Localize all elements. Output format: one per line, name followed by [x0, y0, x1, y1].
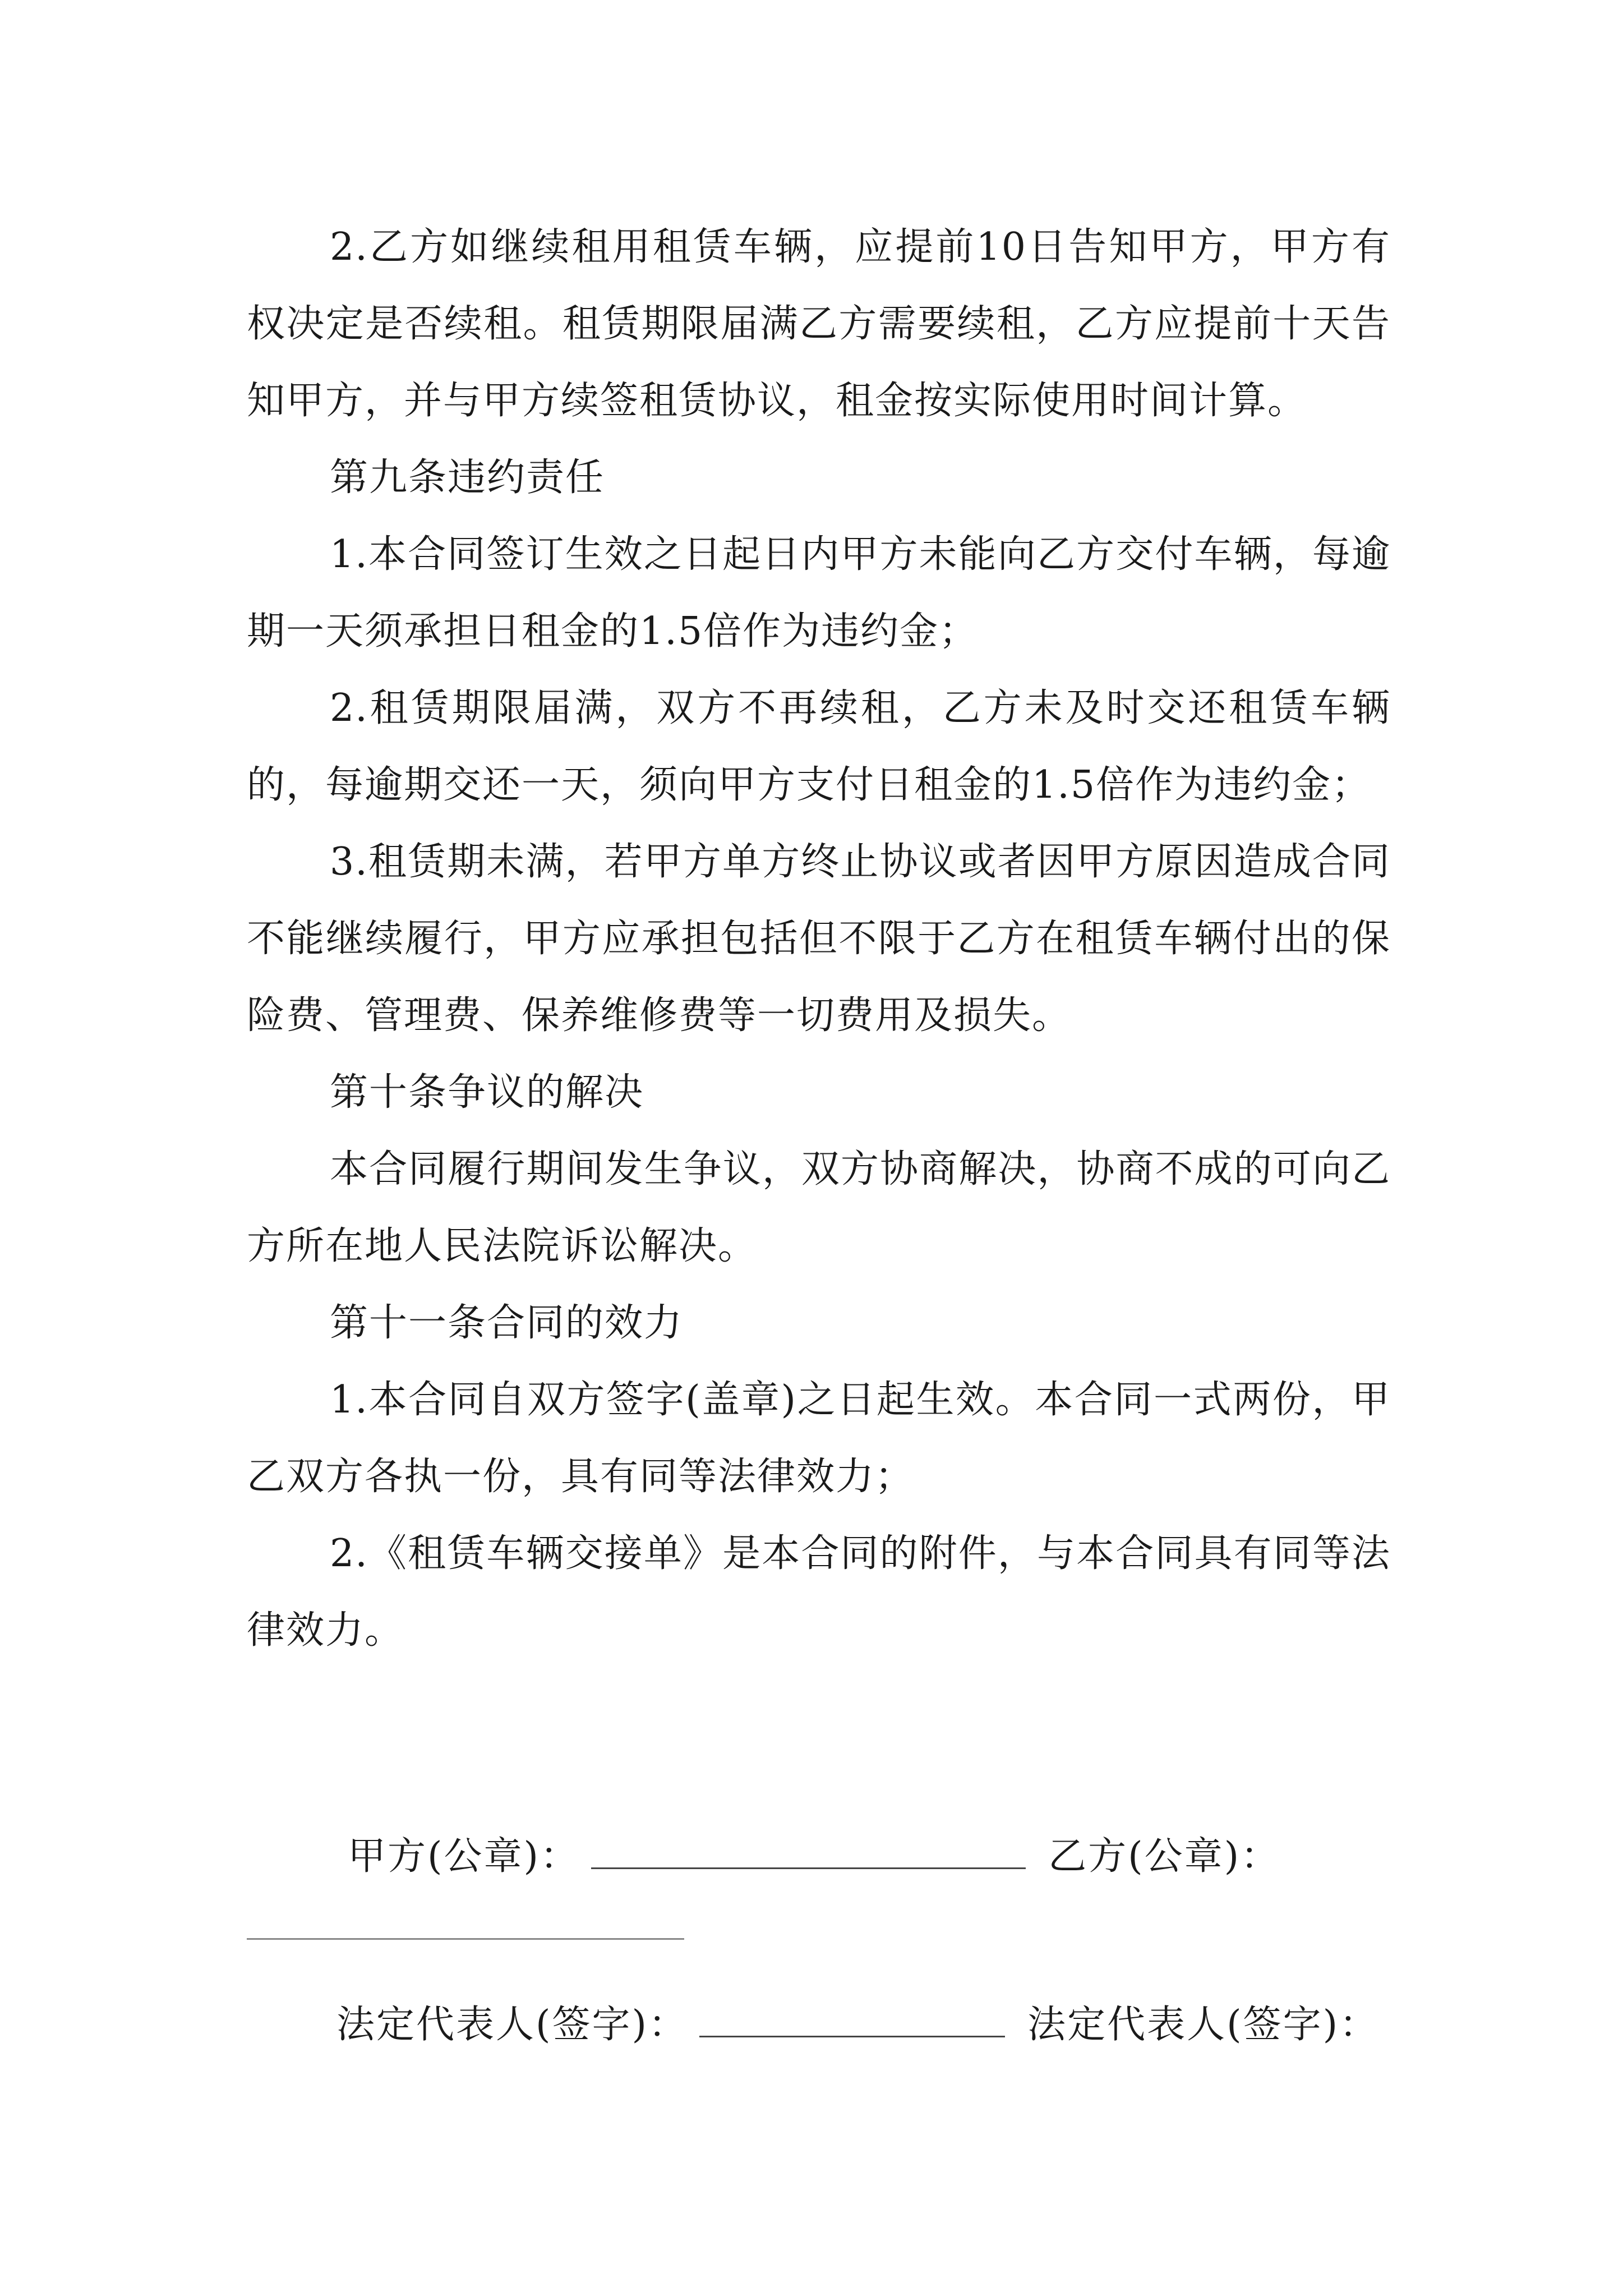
party-a-rep-label: 法定代表人(签字)：	[336, 2003, 689, 2047]
seal-signature-row	[247, 1826, 1402, 1880]
party-a-seal-label: 甲方(公章)：	[348, 1834, 580, 1879]
clause-dispute-resolution: 本合同履行期间发生争议，双方协商解决，协商不成的可向乙方所在地人民法院诉讼解决。	[247, 1147, 1391, 1268]
clause-late-return: 2.租赁期限届满，双方不再续租，乙方未及时交还租赁车辆的，每逾期交还一天，须向甲方支付日租金的1.5倍作为违约金；	[247, 686, 1391, 807]
contract-body	[247, 209, 1391, 1669]
clause-late-delivery: 1.本合同签订生效之日起日内甲方未能向乙方交付车辆，每逾期一天须承担日租金的1.5倍作为违约金；	[247, 532, 1391, 654]
party-b-rep-label: 法定代表人(签字)：	[1027, 2003, 1380, 2047]
clause-renewal-notice: 2.乙方如继续租用租赁车辆，应提前10日告知甲方，甲方有权决定是否续租。租赁期限届满乙方需要续租，乙方应提前十天告知甲方，并与甲方续签租赁协议，租金按实际使用时间计算。	[247, 225, 1391, 423]
representative-signature-row	[247, 1994, 1402, 2049]
article-9-heading: 第九条违约责任	[330, 455, 605, 500]
article-10-heading: 第十条争议的解决	[330, 1070, 644, 1115]
article-11-heading: 第十一条合同的效力	[330, 1301, 684, 1345]
clause-attachment: 2.《租赁车辆交接单》是本合同的附件，与本合同具有同等法律效力。	[247, 1531, 1391, 1653]
clause-effectiveness: 1.本合同自双方签字(盖章)之日起生效。本合同一式两份，甲乙双方各执一份，具有同等法律效力；	[247, 1378, 1391, 1499]
party-b-seal-line	[247, 1938, 684, 1940]
party-b-seal-label: 乙方(公章)：	[1048, 1834, 1281, 1879]
clause-early-termination: 3.租赁期未满，若甲方单方终止协议或者因甲方原因造成合同不能继续履行，甲方应承担包括但不限于乙方在租赁车辆付出的保险费、管理费、保养维修费等一切费用及损失。	[247, 840, 1391, 1038]
party-a-seal-line	[591, 1834, 1026, 1869]
party-a-rep-line	[699, 2002, 1005, 2037]
